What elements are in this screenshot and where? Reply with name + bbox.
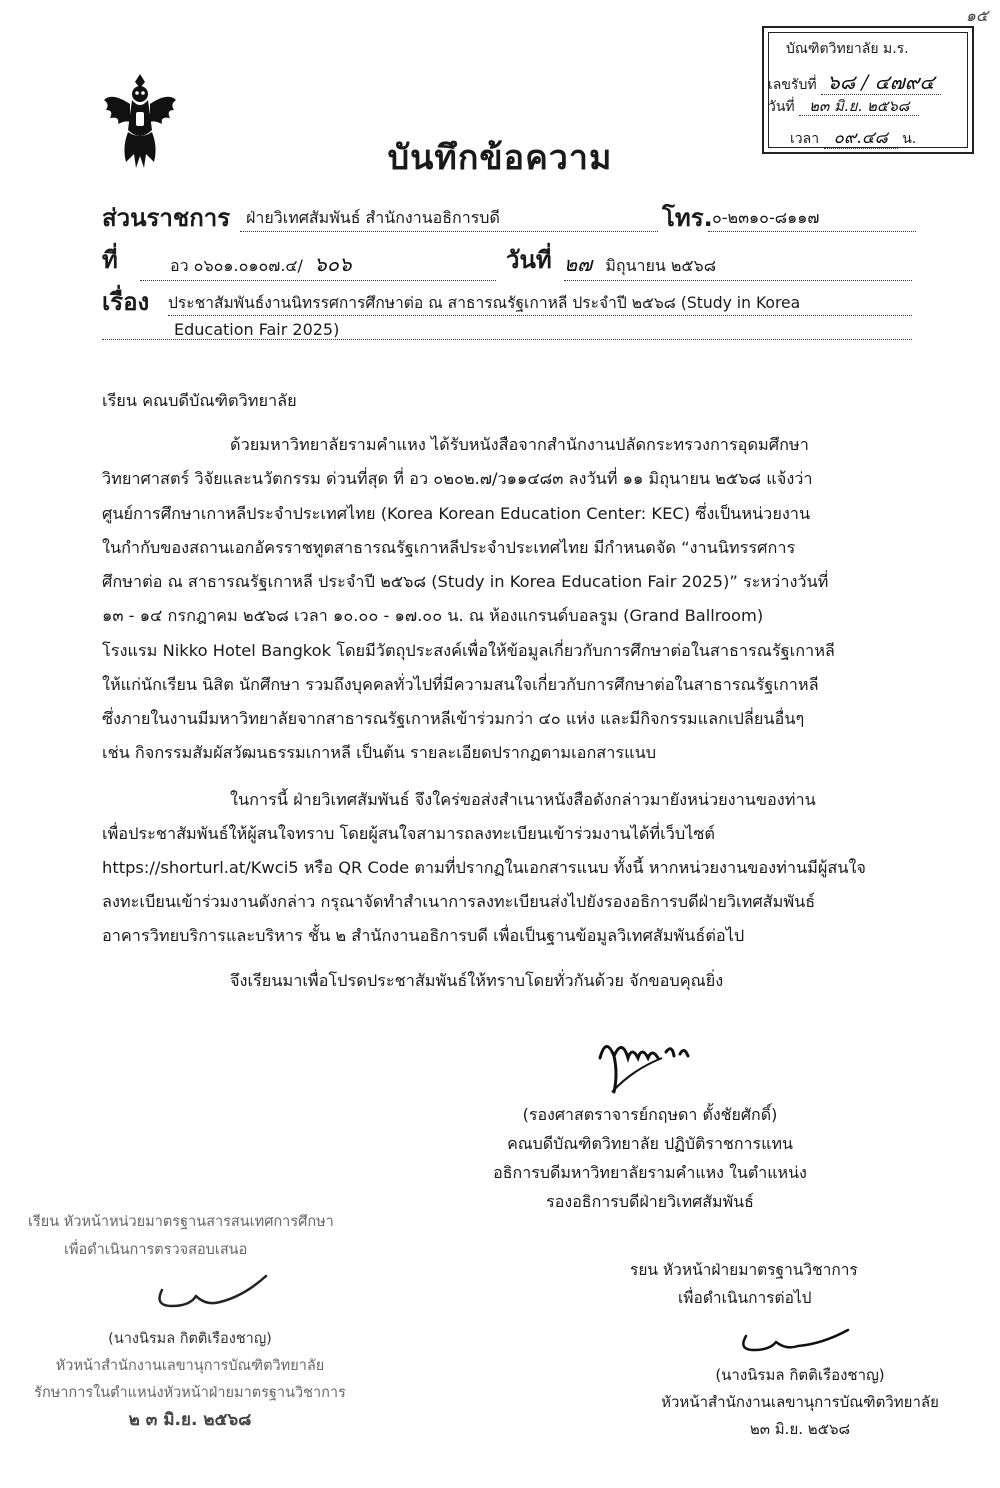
signer-position-2: อธิการบดีมหาวิทยาลัยรามคำแหง ในตำแหน่ง: [493, 1163, 807, 1182]
stamp-date-label: วันที่: [768, 99, 795, 115]
note-left-date: ๒ ๓ มิ.ย. ๒๕๖๘: [128, 1410, 252, 1430]
body-line: วิทยาศาสตร์ วิจัยและนวัตกรรม ด่วนที่สุด ที่ อว ๐๒๐๒.๗/ว๑๑๔๘๓ ลงวันที่ ๑๑ มิถุนายน ๒๕๖๘ แจ้งว่า: [102, 469, 813, 488]
note-left-name: (นางนิรมล กิตติเรืองชาญ): [108, 1331, 272, 1347]
stamp-time-label: เวลา: [790, 131, 820, 147]
note-right-name: (นางนิรมล กิตติเรืองชาญ): [715, 1366, 885, 1384]
note-left: [28, 1208, 334, 1264]
signature-icon: [592, 1018, 742, 1102]
salutation: เรียน คณบดีบัณฑิตวิทยาลัย: [102, 391, 297, 410]
closing-line: จึงเรียนมาเพื่อโปรดประชาสัมพันธ์ให้ทราบโดยทั่วกันด้วย จักขอบคุณยิ่ง: [230, 971, 724, 990]
page-corner-number: ๑๕: [965, 6, 988, 25]
ref-label: ที่: [102, 246, 118, 274]
body-line: ให้แก่นักเรียน นิสิต นักศึกษา รวมถึงบุคคลทั่วไปที่มีความสนใจเกี่ยวกับการศึกษาต่อในสาธารณรัฐเกาหลี: [102, 675, 819, 694]
note-right-line-1: รยน หัวหน้าฝ่ายมาตรฐานวิชาการ: [630, 1261, 858, 1279]
signer-position-1: คณบดีบัณฑิตวิทยาลัย ปฏิบัติราชการแทน: [507, 1134, 793, 1153]
signer-position-3: รองอธิการบดีฝ่ายวิเทศสัมพันธ์: [546, 1192, 754, 1211]
date-field: [564, 248, 912, 281]
note-right-position-1: หัวหน้าสำนักงานเลขานุการบัณฑิตวิทยาลัย: [661, 1393, 939, 1411]
date-value: มิถุนายน ๒๕๖๘: [605, 256, 717, 275]
stamp-date-value: ๒๓ มิ.ย. ๒๕๖๘: [799, 97, 919, 116]
subject-line-1: ประชาสัมพันธ์งานนิทรรศการศึกษาต่อ ณ สาธารณรัฐเกาหลี ประจำปี ๒๕๖๘ (Study in Korea: [168, 290, 912, 316]
stamp-receive-value: ๖๘ / ๔๗๙๔: [821, 70, 941, 95]
document-title: บันทึกข้อความ: [387, 138, 613, 178]
body-line: โรงแรม Nikko Hotel Bangkok โดยมีวัตถุประสงค์เพื่อให้ข้อมูลเกี่ยวกับการศึกษาต่อในสาธารณรัฐเกาหลี: [102, 641, 835, 660]
stamp-time-unit: น.: [902, 131, 917, 147]
body-line: เช่น กิจกรรมสัมผัสวัฒนธรรมเกาหลี เป็นต้น รายละเอียดปรากฏตามเอกสารแนบ: [102, 743, 657, 762]
stamp-org: บัณฑิตวิทยาลัย ม.ร.: [786, 41, 909, 57]
note-left-sign: [0, 1326, 380, 1434]
note-right-initials-icon: [736, 1318, 866, 1362]
body-line: อาคารวิทยบริการและบริหาร ชั้น ๒ สำนักงานอธิการบดี เพื่อเป็นฐานข้อมูลวิเทศสัมพันธ์ต่อไป: [102, 926, 745, 945]
body-line: ในการนี้ ฝ่ายวิเทศสัมพันธ์ จึงใคร่ขอส่งสำเนาหนังสือดังกล่าวมายังหน่วยงานของท่าน: [230, 790, 816, 809]
signer-name: (รองศาสตราจารย์กฤษดา ตั้งชัยศักดิ์): [522, 1105, 778, 1124]
note-right-line-2: เพื่อดำเนินการต่อไป: [678, 1289, 812, 1307]
body-line: ๑๓ - ๑๔ กรกฎาคม ๒๕๖๘ เวลา ๑๐.๐๐ - ๑๗.๐๐ น. ณ ห้องแกรนด์บอลรูม (Grand Ballroom): [102, 606, 764, 625]
note-right-date: ๒๓ มิ.ย. ๒๕๖๘: [749, 1420, 851, 1438]
ref-handwritten: ๖๐๖: [314, 252, 352, 276]
agency-value: ฝ่ายวิเทศสัมพันธ์ สำนักงานอธิการบดี: [240, 206, 658, 232]
ref-value: อว ๐๖๐๑.๐๑๐๗.๔/: [170, 256, 303, 275]
phone-label: โทร.: [662, 204, 713, 232]
body-line: ลงทะเบียนเข้าร่วมงานดังกล่าว กรุณาจัดทำสำเนาการลงทะเบียนส่งไปยังรองอธิการบดีฝ่ายวิเทศสัมพันธ์: [102, 892, 816, 911]
subject-label: เรื่อง: [102, 288, 150, 316]
body-line: ศึกษาต่อ ณ สาธารณรัฐเกาหลี ประจำปี ๒๕๖๘ (Study in Korea Education Fair 2025)” ระหว่างวันที่: [102, 572, 829, 591]
date-label: วันที่: [506, 246, 552, 274]
agency-label: ส่วนราชการ: [102, 204, 231, 232]
body-line: เพื่อประชาสัมพันธ์ให้ผู้สนใจทราบ โดยผู้สนใจสามารถลงทะเบียนเข้าร่วมงานได้ที่เว็บไซต์: [102, 824, 715, 843]
note-right-sign: [590, 1362, 1000, 1443]
note-left-initials-icon: [150, 1262, 280, 1318]
note-left-line-1: เรียน หัวหน้าหน่วยมาตรฐานสารสนเทศการศึกษา: [28, 1214, 334, 1230]
note-right: [630, 1256, 858, 1312]
ref-field: [140, 248, 496, 281]
stamp-time-value: ๐๙.๔๘: [824, 128, 898, 149]
note-left-position-1: หัวหน้าสำนักงานเลขานุการบัณฑิตวิทยาลัย: [55, 1358, 325, 1374]
body-line: ด้วยมหาวิทยาลัยรามคำแหง ได้รับหนังสือจากสำนักงานปลัดกระทรวงการอุดมศึกษา: [230, 435, 809, 454]
body-line: ซึ่งภายในงานมีมหาวิทยาลัยจากสาธารณรัฐเกาหลีเข้าร่วมกว่า ๔๐ แห่ง และมีกิจกรรมแลกเปลี่ยนอื่นๆ: [102, 709, 805, 728]
note-left-line-2: เพื่อดำเนินการตรวจสอบเสนอ: [64, 1242, 248, 1258]
stamp-receive-label: เลขรับที่: [768, 77, 817, 93]
note-left-position-2: รักษาการในตำแหน่งหัวหน้าฝ่ายมาตรฐานวิชาการ: [34, 1385, 346, 1401]
phone-value: ๐-๒๓๑๐-๘๑๑๗: [708, 206, 916, 232]
date-handwritten: ๒๗: [564, 252, 593, 276]
subject-line-2: Education Fair 2025): [102, 320, 912, 340]
body-line: ศูนย์การศึกษาเกาหลีประจำประเทศไทย (Korea Korean Education Center: KEC) ซึ่งเป็นหน่วยงาน: [102, 504, 811, 523]
body-line: ในกำกับของสถานเอกอัครราชทูตสาธารณรัฐเกาหลีประจำประเทศไทย มีกำหนดจัด “งานนิทรรศการ: [102, 538, 796, 557]
signature-block: [470, 1100, 830, 1216]
body-line: https://shorturl.at/Kwci5 หรือ QR Code ตามที่ปรากฏในเอกสารแนบ ทั้งนี้ หากหน่วยงานของท่านมีผู้สนใจ: [102, 858, 866, 877]
